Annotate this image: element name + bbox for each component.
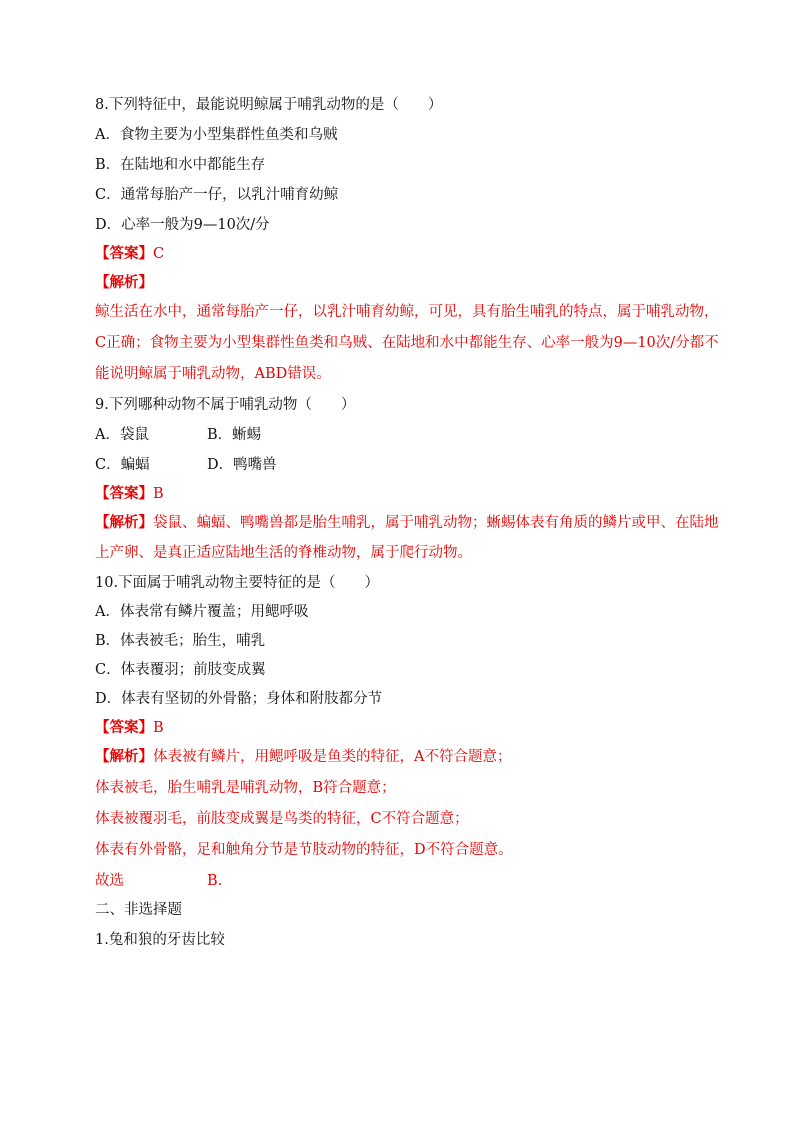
q9-option-a: A．袋鼠 — [95, 427, 149, 443]
answer-tag: 【答案】 — [95, 485, 153, 502]
conclusion-value: B. — [207, 873, 223, 889]
q9-stem: 9.下列哪种动物不属于哺乳动物（ ） — [95, 397, 356, 413]
q9-option-c: C．蝙蝠 — [95, 457, 150, 473]
q8-option-d: D．心率一般为9—10次/分 — [95, 217, 270, 233]
q9-options-row-2 — [95, 455, 715, 475]
section-2-q1: 1.兔和狼的牙齿比较 — [95, 932, 225, 948]
q9-analysis-line-1 — [95, 513, 719, 533]
q10-option-c: C．体表覆羽；前肢变成翼 — [95, 662, 266, 678]
analysis-tag: 【解析】 — [95, 748, 153, 765]
q9-option-d: D．鸭嘴兽 — [207, 457, 277, 473]
q9-answer — [95, 484, 715, 504]
q9-options-row-1 — [95, 425, 715, 445]
q8-analysis-line-2: C正确；食物主要为小型集群性鱼类和乌贼、在陆地和水中都能生存、心率一般为9—10次/分都不 — [95, 335, 719, 351]
q8-option-c: C．通常每胎产一仔，以乳汁哺育幼鲸 — [95, 187, 339, 203]
answer-tag: 【答案】 — [95, 245, 153, 262]
analysis-text: 袋鼠、蝙蝠、鸭嘴兽都是胎生哺乳，属于哺乳动物；蜥蜴体表有角质的鳞片或甲、在陆地 — [153, 515, 719, 531]
q10-analysis-line-4: 体表有外骨骼，足和触角分节是节肢动物的特征，D不符合题意。 — [95, 842, 513, 858]
q9-analysis-line-2: 上产卵、是真正适应陆地生活的脊椎动物，属于爬行动物。 — [95, 545, 472, 561]
q10-conclusion — [95, 871, 715, 891]
analysis-text: 体表被有鳞片，用鳃呼吸是鱼类的特征，A不符合题意； — [153, 749, 512, 765]
q10-analysis-line-3: 体表被覆羽毛，前肢变成翼是鸟类的特征，C不符合题意； — [95, 811, 469, 827]
q8-option-b: B．在陆地和水中都能生存 — [95, 157, 266, 173]
q10-option-b: B．体表被毛；胎生，哺乳 — [95, 633, 266, 649]
answer-tag: 【答案】 — [95, 719, 153, 736]
analysis-tag: 【解析】 — [95, 514, 153, 531]
q8-option-a: A．食物主要为小型集群性鱼类和乌贼 — [95, 127, 338, 143]
answer-value: B — [153, 720, 164, 736]
q8-analysis-line-1: 鲸生活在水中，通常每胎产一仔，以乳汁哺育幼鲸，可见，具有胎生哺乳的特点，属于哺乳动物， — [95, 304, 719, 320]
q10-stem: 10.下面属于哺乳动物主要特征的是（ ） — [95, 575, 380, 591]
q8-stem: 8.下列特征中，最能说明鲸属于哺乳动物的是（ ） — [95, 97, 443, 113]
q8-analysis-line-3: 能说明鲸属于哺乳动物，ABD错误。 — [95, 366, 331, 382]
q9-option-b: B．蜥蜴 — [207, 427, 262, 443]
q10-option-a: A．体表常有鳞片覆盖；用鳃呼吸 — [95, 604, 309, 620]
q10-analysis-line-1 — [95, 747, 715, 767]
q10-option-d: D．体表有坚韧的外骨骼；身体和附肢都分节 — [95, 691, 383, 707]
q8-answer — [95, 244, 715, 264]
q10-answer — [95, 718, 715, 738]
q10-analysis-line-2: 体表被毛，胎生哺乳是哺乳动物，B符合题意； — [95, 780, 396, 796]
answer-value: B — [153, 486, 164, 502]
q8-analysis-tag: 【解析】 — [95, 274, 153, 291]
conclusion-label: 故选 — [95, 873, 124, 889]
answer-value: C — [153, 246, 165, 262]
section-2-title: 二、非选择题 — [95, 902, 182, 918]
